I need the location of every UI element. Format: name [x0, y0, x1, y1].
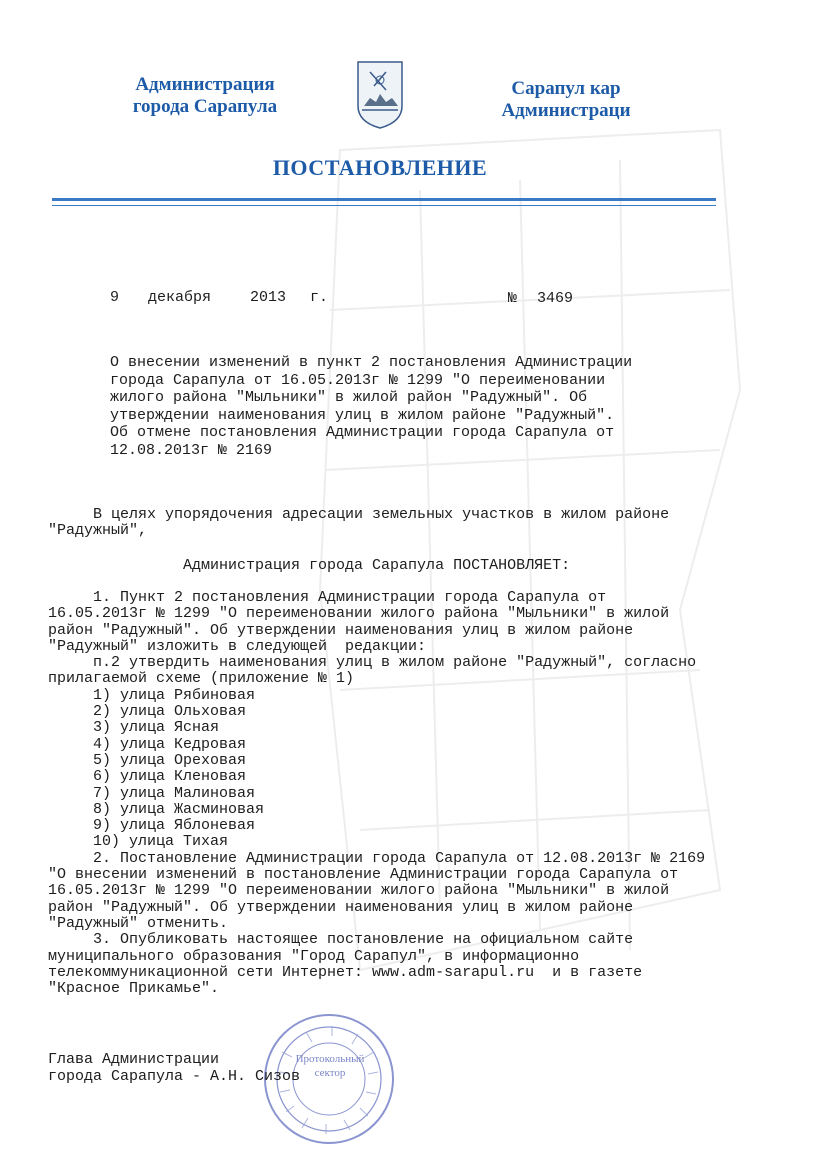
body-line: п.2 утвердить наименования улиц в жилом районе "Радужный", согласно [48, 654, 697, 672]
date-month: декабря [148, 289, 212, 306]
date-year: 2013 [250, 289, 287, 306]
body-line: муниципального образования "Город Сарапул", в информационно [48, 947, 580, 965]
header-left [110, 74, 300, 118]
decree-body [48, 590, 748, 997]
body-line: район "Радужный". Об утверждении наименования улиц в жилом районе [48, 621, 634, 639]
subject-line: утверждении наименования улиц в жилом районе "Радужный". [110, 406, 615, 424]
header-right-line2: Администраци [501, 100, 631, 121]
subject-line: О внесении изменений в пункт 2 постановления Администрации [110, 354, 633, 371]
decree-line: Администрация города Сарапула ПОСТАНОВЛЯЕТ: [48, 557, 571, 574]
body-line: "Радужный" отменить. [48, 914, 229, 932]
header-rule-thick [52, 198, 716, 201]
header-right-line1: Сарапул кар [511, 78, 621, 99]
preamble [48, 507, 748, 540]
street-list-item: 3) улица Ясная [48, 719, 220, 737]
stamp-line2: сектор [314, 1067, 346, 1079]
subject-line: 12.08.2013г № 2169 [110, 441, 273, 459]
body-line: район "Радужный". Об утверждении наименования улиц в жилом районе [48, 898, 634, 916]
decree-statement [48, 558, 748, 574]
body-line: 16.05.2013г № 1299 "О переименовании жилого района "Мыльники" в жилой [48, 605, 670, 623]
street-list-item: 2) улица Ольховая [48, 703, 247, 721]
street-list-item: 7) улица Малиновая [48, 784, 256, 802]
header-right [486, 78, 646, 122]
header-left-line1: Администрация [135, 74, 275, 95]
signature-line: Глава Администрации [48, 1051, 220, 1068]
document-number: 3469 [537, 290, 574, 307]
body-line: "Радужный" изложить в следующей редакции: [48, 637, 427, 655]
date-day: 9 [110, 289, 120, 306]
street-list-item: 9) улица Яблоневая [48, 817, 256, 835]
street-list-item: 6) улица Кленовая [48, 768, 247, 786]
subject-line: города Сарапула от 16.05.2013г № 1299 "О переименовании [110, 371, 606, 389]
body-line: телекоммуникационной сети Интернет: www.adm-sarapul.ru и в газете [48, 963, 643, 981]
body-line: прилагаемой схеме (приложение № 1) [48, 670, 355, 688]
preamble-line: В целях упорядочения адресации земельных участков в жилом районе [48, 506, 670, 523]
header-left-line2: города Сарапула [132, 96, 278, 117]
date-suffix: г. [310, 289, 329, 306]
street-list-item: 10) улица Тихая [48, 833, 229, 851]
signature-block [48, 1051, 300, 1085]
number-sign: № [508, 290, 518, 307]
street-list-item: 1) улица Рябиновая [48, 686, 256, 704]
preamble-line: "Радужный", [48, 522, 148, 540]
city-coat-of-arms-icon [356, 60, 404, 130]
body-line: 1. Пункт 2 постановления Администрации города Сарапула от [48, 589, 607, 606]
subject-line: Об отмене постановления Администрации города Сарапула от [110, 424, 615, 441]
header-rule-thin [52, 205, 716, 206]
body-line: "О внесении изменений в постановление Администрации города Сарапула от [48, 866, 679, 884]
body-line: 2. Постановление Администрации города Сарапула от 12.08.2013г № 2169 [48, 849, 706, 867]
stamp-line1: Протокольный [295, 1053, 365, 1065]
subject-line: жилого района "Мыльники" в жилой район "Радужный". Об [110, 389, 588, 406]
body-line: "Красное Прикамье". [48, 980, 220, 998]
body-line: 3. Опубликовать настоящее постановление на официальном сайте [48, 931, 634, 949]
signature-line: города Сарапула - А.Н. Сизов [48, 1068, 301, 1085]
street-list-item: 5) улица Ореховая [48, 751, 247, 769]
document-subject [110, 354, 710, 459]
street-list-item: 8) улица Жасминовая [48, 800, 265, 818]
street-list-item: 4) улица Кедровая [48, 735, 247, 753]
document-title: ПОСТАНОВЛЕНИЕ [272, 155, 488, 180]
body-line: 16.05.2013г № 1299 "О переименовании жилого района "Мыльники" в жилой [48, 882, 670, 900]
